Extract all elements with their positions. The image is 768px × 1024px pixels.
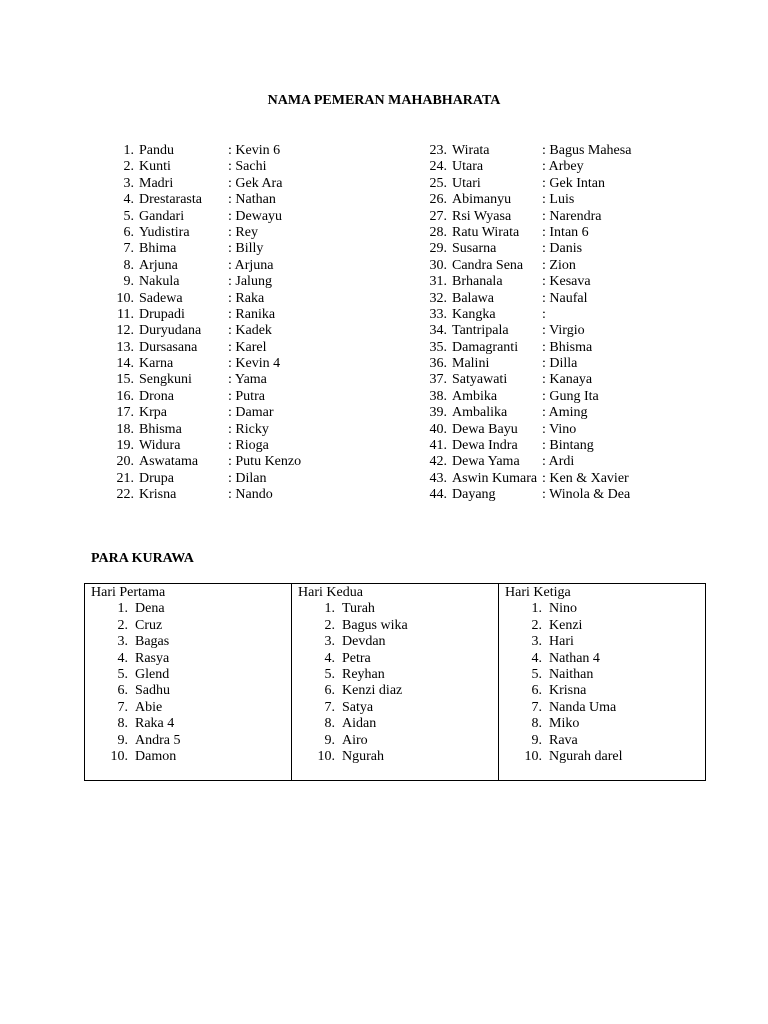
- actor-name: : Rey: [228, 224, 258, 240]
- cast-row: [428, 356, 631, 372]
- character-name: Drona: [139, 388, 174, 404]
- cast-number: 40.: [429, 421, 447, 437]
- player-name: Satya: [342, 699, 374, 715]
- list-item: [298, 618, 498, 634]
- cast-row: [112, 274, 301, 290]
- item-number: 5.: [531, 666, 542, 682]
- cast-number: 9.: [123, 274, 134, 290]
- character-name: Malini: [452, 356, 490, 372]
- character-name: Rsi Wyasa: [452, 208, 512, 224]
- character-name: Drestarasta: [139, 192, 202, 208]
- cast-number: 15.: [116, 372, 134, 388]
- actor-name: : Billy: [228, 241, 264, 257]
- kurawa-table: [84, 583, 706, 781]
- kurawa-day-cell: [292, 584, 499, 781]
- player-name: Raka 4: [135, 716, 175, 732]
- item-number: 4.: [117, 650, 128, 666]
- player-list: [91, 601, 291, 765]
- actor-name: : Zion: [542, 257, 576, 273]
- player-name: Ngurah: [342, 748, 384, 764]
- cast-number: 29.: [429, 241, 447, 257]
- list-item: [298, 667, 498, 683]
- list-item: [505, 618, 705, 634]
- cast-row: [112, 471, 301, 487]
- cast-row: [428, 192, 631, 208]
- list-item: [298, 683, 498, 699]
- character-name: Arjuna: [139, 257, 178, 273]
- actor-name: : Naufal: [542, 290, 588, 306]
- player-name: Kenzi diaz: [342, 683, 403, 699]
- item-number: 9.: [324, 732, 335, 748]
- cast-row: [428, 323, 631, 339]
- cast-number: 38.: [429, 388, 447, 404]
- list-item: [298, 634, 498, 650]
- actor-name: : Kesava: [542, 274, 591, 290]
- cast-row: [112, 258, 301, 274]
- cast-row: [428, 422, 631, 438]
- cast-row: [428, 438, 631, 454]
- character-name: Pandu: [139, 143, 174, 158]
- player-list: [505, 601, 705, 765]
- character-name: Ratu Wirata: [452, 224, 520, 240]
- actor-name: : Karel: [228, 339, 267, 355]
- cast-number: 33.: [429, 306, 447, 322]
- list-item: [298, 733, 498, 749]
- character-name: Kangka: [452, 306, 496, 322]
- item-number: 1.: [531, 601, 542, 617]
- cast-number: 41.: [429, 438, 447, 454]
- player-name: Nino: [549, 601, 577, 617]
- player-name: Damon: [135, 748, 177, 764]
- actor-name: : Luis: [542, 192, 575, 208]
- cast-row: [112, 307, 301, 323]
- actor-name: : Danis: [542, 241, 583, 257]
- list-item: [91, 716, 291, 732]
- cast-row: [112, 340, 301, 356]
- actor-name: : Rioga: [228, 438, 269, 454]
- item-number: 10.: [524, 748, 542, 764]
- actor-name: : Ricky: [228, 421, 269, 437]
- list-item: [505, 733, 705, 749]
- character-name: Balawa: [452, 290, 494, 306]
- character-name: Drupadi: [139, 306, 185, 322]
- day-label: Hari Pertama: [91, 585, 166, 600]
- item-number: 6.: [324, 683, 335, 699]
- cast-number: 4.: [123, 192, 134, 208]
- cast-number: 31.: [429, 274, 447, 290]
- cast-number: 23.: [429, 143, 447, 158]
- character-name: Susarna: [452, 241, 497, 257]
- cast-number: 42.: [429, 454, 447, 470]
- actor-name: : Jalung: [228, 274, 272, 290]
- item-number: 8.: [117, 716, 128, 732]
- character-name: Damagranti: [452, 339, 519, 355]
- cast-row: [112, 291, 301, 307]
- character-name: Gandari: [139, 208, 185, 224]
- actor-name: : Dilla: [542, 356, 578, 372]
- item-number: 7.: [117, 699, 128, 715]
- list-item: [91, 601, 291, 617]
- cast-row: [428, 291, 631, 307]
- cast-row: [428, 209, 631, 225]
- cast-number: 19.: [116, 438, 134, 454]
- character-name: Wirata: [452, 143, 490, 158]
- page-title: NAMA PEMERAN MAHABHARATA: [267, 93, 501, 108]
- cast-row: [112, 454, 301, 470]
- cast-row: [112, 389, 301, 405]
- character-name: Widura: [139, 438, 181, 454]
- player-name: Glend: [135, 666, 170, 682]
- item-number: 2.: [117, 617, 128, 633]
- cast-row: [112, 356, 301, 372]
- kurawa-day-cell: [85, 584, 292, 781]
- actor-name: : Raka: [228, 290, 265, 306]
- cast-row: [112, 422, 301, 438]
- actor-name: : Yama: [228, 372, 267, 388]
- character-name: Bhisma: [139, 421, 182, 437]
- cast-number: 1.: [123, 143, 134, 158]
- character-name: Krisna: [139, 487, 177, 503]
- cast-number: 11.: [117, 306, 134, 322]
- cast-number: 10.: [116, 290, 134, 306]
- list-item: [91, 700, 291, 716]
- day-label: Hari Kedua: [298, 585, 363, 600]
- item-number: 6.: [117, 683, 128, 699]
- list-item: [298, 601, 498, 617]
- character-name: Aswatama: [139, 454, 199, 470]
- section-title-kurawa: PARA KURAWA: [91, 551, 194, 566]
- character-name: Dursasana: [139, 339, 198, 355]
- cast-number: 13.: [116, 339, 134, 355]
- cast-number: 6.: [123, 224, 134, 240]
- character-name: Tantripala: [452, 323, 509, 339]
- list-item: [91, 634, 291, 650]
- player-name: Krisna: [549, 683, 587, 699]
- item-number: 2.: [531, 617, 542, 633]
- actor-name: : Vino: [542, 421, 577, 437]
- cast-row: [112, 192, 301, 208]
- character-name: Bhima: [139, 241, 177, 257]
- player-name: Nathan 4: [549, 650, 600, 666]
- actor-name: : Gung Ita: [542, 388, 599, 404]
- cast-list-left: [112, 143, 301, 504]
- player-name: Naithan: [549, 666, 594, 682]
- item-number: 3.: [324, 634, 335, 650]
- character-name: Aswin Kumara: [452, 470, 538, 486]
- actor-name: : Putu Kenzo: [228, 454, 302, 470]
- player-name: Miko: [549, 716, 580, 732]
- cast-number: 32.: [429, 290, 447, 306]
- cast-row: [112, 143, 301, 159]
- player-name: Aidan: [342, 716, 377, 732]
- actor-name: : Bhisma: [542, 339, 593, 355]
- character-name: Krpa: [139, 405, 167, 421]
- cast-row: [428, 258, 631, 274]
- cast-number: 26.: [429, 192, 447, 208]
- character-name: Karna: [139, 356, 174, 372]
- actor-name: : Gek Intan: [542, 175, 605, 191]
- item-number: 5.: [324, 666, 335, 682]
- actor-name: : Ranika: [228, 306, 276, 322]
- actor-name: : Nathan: [228, 192, 276, 208]
- cast-row: [428, 274, 631, 290]
- cast-row: [428, 405, 631, 421]
- list-item: [91, 683, 291, 699]
- cast-row: [112, 405, 301, 421]
- item-number: 9.: [531, 732, 542, 748]
- character-name: Yudistira: [139, 224, 190, 240]
- cast-number: 30.: [429, 257, 447, 273]
- cast-row: [428, 225, 631, 241]
- player-name: Petra: [342, 650, 371, 666]
- item-number: 10.: [317, 748, 335, 764]
- actor-name: : Sachi: [228, 159, 267, 175]
- list-item: [91, 749, 291, 765]
- actor-name: : Kadek: [228, 323, 272, 339]
- list-item: [505, 667, 705, 683]
- cast-number: 24.: [429, 159, 447, 175]
- cast-row: [112, 225, 301, 241]
- cast-row: [112, 209, 301, 225]
- player-list: [298, 601, 498, 765]
- actor-name: : Ken & Xavier: [542, 470, 629, 486]
- character-name: Brhanala: [452, 274, 503, 290]
- item-number: 3.: [531, 634, 542, 650]
- cast-number: 43.: [429, 470, 447, 486]
- cast-number: 14.: [116, 356, 134, 372]
- cast-number: 22.: [116, 487, 134, 503]
- actor-name: :: [542, 306, 546, 322]
- list-item: [505, 601, 705, 617]
- item-number: 10.: [110, 748, 128, 764]
- cast-number: 20.: [116, 454, 134, 470]
- player-name: Nanda Uma: [549, 699, 617, 715]
- cast-number: 25.: [429, 175, 447, 191]
- item-number: 4.: [324, 650, 335, 666]
- cast-number: 2.: [123, 159, 134, 175]
- character-name: Sadewa: [139, 290, 183, 306]
- player-name: Sadhu: [135, 683, 170, 699]
- character-name: Dayang: [452, 487, 496, 503]
- player-name: Bagas: [135, 634, 170, 650]
- actor-name: : Winola & Dea: [542, 487, 631, 503]
- list-item: [505, 634, 705, 650]
- player-name: Abie: [135, 699, 163, 715]
- character-name: Dewa Indra: [452, 438, 518, 454]
- list-item: [91, 618, 291, 634]
- item-number: 7.: [531, 699, 542, 715]
- cast-row: [428, 340, 631, 356]
- list-item: [505, 716, 705, 732]
- player-name: Turah: [342, 601, 375, 617]
- cast-row: [112, 372, 301, 388]
- cast-number: 44.: [429, 487, 447, 503]
- character-name: Dewa Bayu: [452, 421, 518, 437]
- day-label: Hari Ketiga: [505, 585, 571, 600]
- item-number: 2.: [324, 617, 335, 633]
- cast-row: [428, 241, 631, 257]
- cast-row: [112, 241, 301, 257]
- character-name: Nakula: [139, 274, 180, 290]
- cast-row: [112, 438, 301, 454]
- list-item: [298, 716, 498, 732]
- actor-name: : Kevin 4: [228, 356, 281, 372]
- actor-name: : Putra: [228, 388, 265, 404]
- actor-name: : Aming: [542, 405, 588, 421]
- list-item: [91, 651, 291, 667]
- item-number: 4.: [531, 650, 542, 666]
- list-item: [298, 651, 498, 667]
- kurawa-table-row: [85, 584, 706, 781]
- player-name: Rasya: [135, 650, 170, 666]
- player-name: Devdan: [342, 634, 386, 650]
- character-name: Candra Sena: [452, 257, 524, 273]
- actor-name: : Kevin 6: [228, 143, 281, 158]
- actor-name: : Bagus Mahesa: [542, 143, 632, 158]
- list-item: [91, 667, 291, 683]
- actor-name: : Intan 6: [542, 224, 589, 240]
- cast-row: [428, 307, 631, 323]
- cast-number: 17.: [116, 405, 134, 421]
- player-name: Dena: [135, 601, 165, 617]
- cast-number: 39.: [429, 405, 447, 421]
- actor-name: : Dilan: [228, 470, 267, 486]
- cast-row: [112, 487, 301, 503]
- list-item: [505, 683, 705, 699]
- cast-number: 16.: [116, 388, 134, 404]
- player-name: Airo: [342, 732, 368, 748]
- cast-number: 37.: [429, 372, 447, 388]
- character-name: Satyawati: [452, 372, 508, 388]
- player-name: Cruz: [135, 617, 163, 633]
- player-name: Bagus wika: [342, 617, 408, 633]
- player-name: Rava: [549, 732, 578, 748]
- item-number: 8.: [324, 716, 335, 732]
- cast-row: [428, 454, 631, 470]
- item-number: 5.: [117, 666, 128, 682]
- character-name: Drupa: [139, 470, 174, 486]
- actor-name: : Bintang: [542, 438, 594, 454]
- list-item: [91, 733, 291, 749]
- item-number: 1.: [117, 601, 128, 617]
- player-name: Kenzi: [549, 617, 583, 633]
- cast-row: [428, 143, 631, 159]
- cast-row: [428, 389, 631, 405]
- cast-row: [428, 372, 631, 388]
- kurawa-day-cell: [499, 584, 706, 781]
- character-name: Ambika: [452, 388, 498, 404]
- list-item: [505, 651, 705, 667]
- actor-name: : Arjuna: [228, 257, 274, 273]
- cast-number: 8.: [123, 257, 134, 273]
- cast-number: 18.: [116, 421, 134, 437]
- cast-number: 5.: [123, 208, 134, 224]
- character-name: Kunti: [139, 159, 171, 175]
- cast-row: [428, 487, 631, 503]
- list-item: [505, 749, 705, 765]
- player-name: Hari: [549, 634, 574, 650]
- player-name: Ngurah darel: [549, 748, 623, 764]
- character-name: Madri: [139, 175, 174, 191]
- actor-name: : Kanaya: [542, 372, 593, 388]
- actor-name: : Narendra: [542, 208, 602, 224]
- cast-number: 35.: [429, 339, 447, 355]
- character-name: Abimanyu: [452, 192, 512, 208]
- actor-name: : Ardi: [542, 454, 575, 470]
- item-number: 3.: [117, 634, 128, 650]
- cast-number: 36.: [429, 356, 447, 372]
- actor-name: : Nando: [228, 487, 273, 503]
- list-item: [298, 700, 498, 716]
- actor-name: : Arbey: [542, 159, 584, 175]
- character-name: Utara: [452, 159, 484, 175]
- actor-name: : Gek Ara: [228, 175, 283, 191]
- actor-name: : Virgio: [542, 323, 585, 339]
- cast-row: [112, 176, 301, 192]
- item-number: 1.: [324, 601, 335, 617]
- character-name: Dewa Yama: [452, 454, 520, 470]
- character-name: Ambalika: [452, 405, 508, 421]
- list-item: [298, 749, 498, 765]
- list-item: [505, 700, 705, 716]
- cast-row: [428, 176, 631, 192]
- cast-number: 7.: [123, 241, 134, 257]
- cast-row: [112, 323, 301, 339]
- item-number: 7.: [324, 699, 335, 715]
- item-number: 8.: [531, 716, 542, 732]
- character-name: Duryudana: [139, 323, 202, 339]
- player-name: Andra 5: [135, 732, 181, 748]
- cast-number: 27.: [429, 208, 447, 224]
- cast-number: 21.: [116, 470, 134, 486]
- character-name: Utari: [452, 175, 481, 191]
- item-number: 6.: [531, 683, 542, 699]
- cast-row: [112, 159, 301, 175]
- cast-row: [428, 471, 631, 487]
- item-number: 9.: [117, 732, 128, 748]
- cast-number: 28.: [429, 224, 447, 240]
- cast-list-right: [428, 143, 631, 504]
- cast-number: 3.: [123, 175, 134, 191]
- cast-number: 12.: [116, 323, 134, 339]
- player-name: Reyhan: [342, 666, 385, 682]
- cast-number: 34.: [429, 323, 447, 339]
- actor-name: : Damar: [228, 405, 274, 421]
- actor-name: : Dewayu: [228, 208, 283, 224]
- cast-row: [428, 159, 631, 175]
- character-name: Sengkuni: [139, 372, 192, 388]
